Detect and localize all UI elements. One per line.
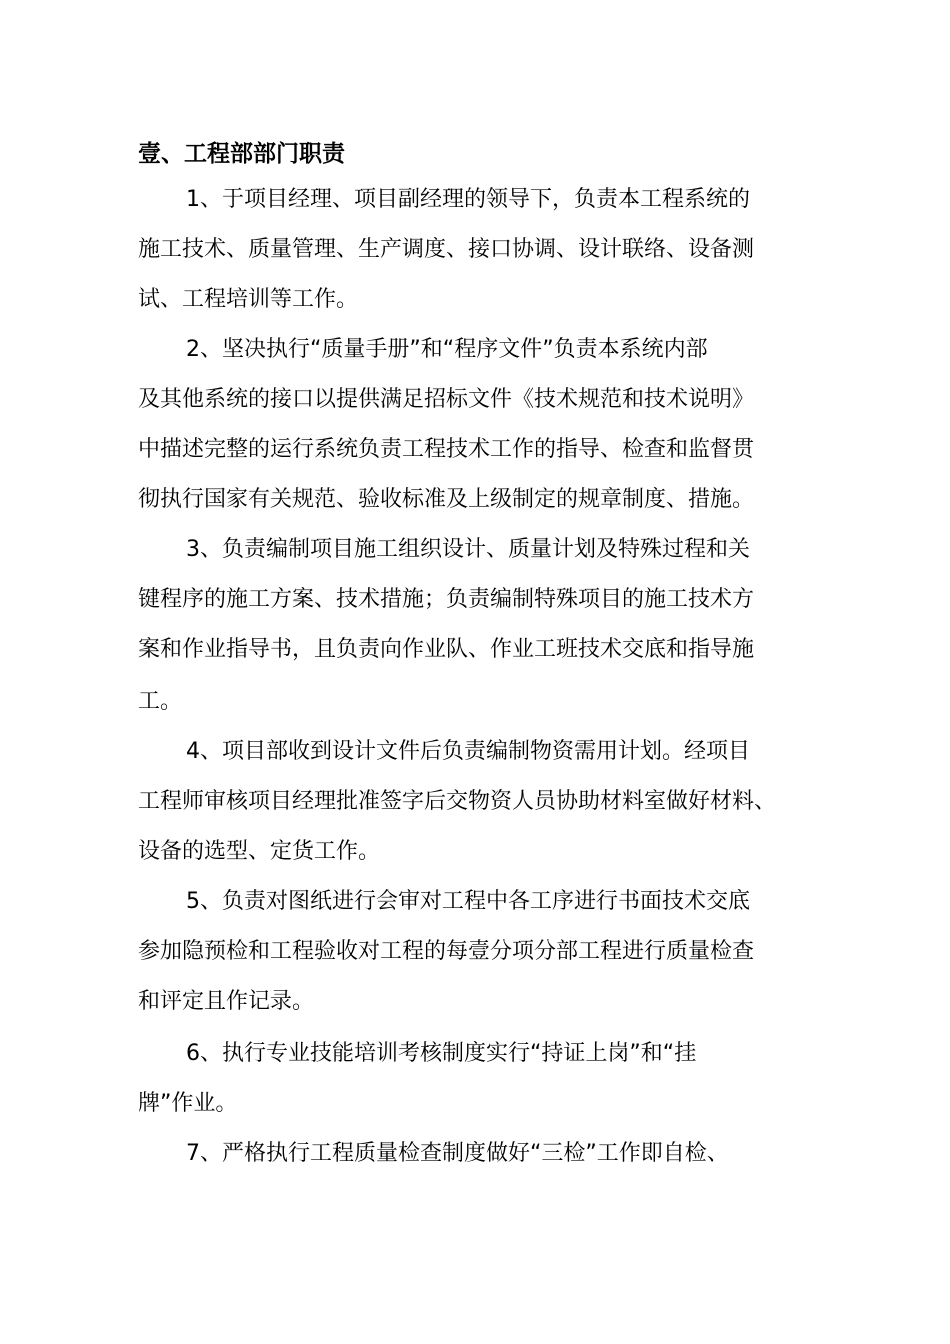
paragraph-3-line-1: 3、负责编制项目施工组织设计、质量计划及特殊过程和关: [186, 537, 750, 562]
paragraph-3-line-2: 键程序的施工方案、技术措施；负责编制特殊项目的施工技术方: [138, 587, 755, 612]
paragraph-2-line-2: 及其他系统的接口以提供满足招标文件《技术规范和技术说明》: [138, 387, 755, 412]
paragraph-6-line-2: 牌”作业。: [138, 1091, 238, 1116]
paragraph-2-line-3: 中描述完整的运行系统负责工程技术工作的指导、检查和监督贯: [138, 437, 755, 462]
section-heading: 壹、工程部部门职责: [138, 141, 345, 167]
paragraph-1-line-3: 试、工程培训等工作。: [138, 287, 359, 312]
paragraph-4-line-2: 工程师审核项目经理批准签字后交物资人员协助材料室做好材料、: [138, 789, 777, 814]
paragraph-6-line-1: 6、执行专业技能培训考核制度实行“持证上岗”和“挂: [186, 1041, 697, 1066]
paragraph-5-line-3: 和评定且作记录。: [138, 989, 315, 1014]
paragraph-1-line-2: 施工技术、质量管理、生产调度、接口协调、设计联络、设备测: [138, 237, 755, 262]
paragraph-5-line-1: 5、负责对图纸进行会审对工程中各工序进行书面技术交底: [186, 889, 750, 914]
paragraph-1-line-1: 1、于项目经理、项目副经理的领导下，负责本工程系统的: [186, 187, 750, 212]
paragraph-3-line-4: 工。: [138, 689, 183, 714]
paragraph-5-line-2: 参加隐预检和工程验收对工程的每壹分项分部工程进行质量检查: [138, 939, 755, 964]
paragraph-3-line-3: 案和作业指导书，且负责向作业队、作业工班技术交底和指导施: [138, 637, 755, 662]
paragraph-4-line-1: 4、项目部收到设计文件后负责编制物资需用计划。经项目: [186, 739, 750, 764]
paragraph-4-line-3: 设备的选型、定货工作。: [138, 839, 381, 864]
paragraph-2-line-4: 彻执行国家有关规范、验收标准及上级制定的规章制度、措施。: [138, 487, 755, 512]
paragraph-2-line-1: 2、坚决执行“质量手册”和“程序文件”负责本系统内部: [186, 337, 708, 362]
paragraph-7-line-1: 7、严格执行工程质量检查制度做好“三检”工作即自检、: [186, 1141, 729, 1166]
